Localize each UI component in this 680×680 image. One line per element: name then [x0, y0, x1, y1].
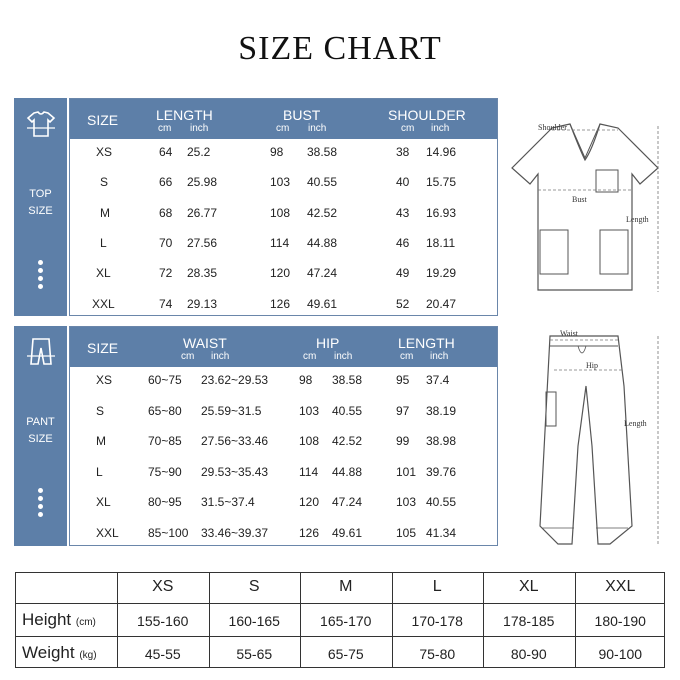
shoulder-header: SHOULDER — [388, 107, 466, 123]
top-cell-sh_in: 16.93 — [426, 205, 457, 220]
top-cell-size: XS — [96, 145, 113, 159]
top-size-table — [69, 98, 498, 316]
top-cell-bust_cm: 98 — [270, 145, 284, 159]
pant-cell-w_in: 23.62~29.53 — [201, 373, 269, 387]
height-unit: (cm) — [75, 617, 96, 628]
top-cell-bust_in: 42.52 — [307, 205, 338, 220]
page-title: SIZE CHART — [238, 30, 442, 67]
size-column-header: XS — [152, 578, 174, 595]
waist-annotation: Waist — [560, 329, 579, 338]
dots-decoration — [38, 488, 43, 520]
size-label: SIZE — [28, 433, 53, 445]
weight-value: 65-75 — [327, 646, 364, 662]
height-value: 165-170 — [320, 613, 372, 629]
top-cell-bust_cm: 126 — [270, 296, 291, 311]
top-cell-size: S — [100, 175, 109, 190]
height-weight-table — [15, 572, 665, 668]
weight-value: 75-80 — [419, 646, 456, 662]
height-value: 178-185 — [503, 613, 555, 629]
pant-cell-len_cm: 101 — [396, 464, 417, 479]
pant-size-sidebar — [14, 326, 67, 546]
cm-unit: cm — [303, 351, 317, 362]
size-header: SIZE — [87, 340, 119, 356]
pant-cell-len_cm: 95 — [396, 373, 410, 387]
pant-cell-w_in: 25.59~31.5 — [201, 403, 262, 418]
weight-value: 45-55 — [144, 646, 181, 662]
inch-unit: inch — [430, 351, 449, 362]
top-cell-bust_in: 49.61 — [307, 296, 338, 311]
top-cell-len_cm: 68 — [159, 205, 173, 220]
pant-cell-size: L — [96, 464, 103, 479]
top-cell-len_cm: 74 — [159, 296, 173, 311]
pant-cell-w_cm: 60~75 — [148, 373, 182, 387]
pant-cell-len_in: 41.34 — [426, 525, 457, 540]
cm-unit: cm — [158, 123, 172, 134]
pant-cell-w_cm: 80~95 — [148, 495, 182, 509]
hip-annotation: Hip — [586, 361, 598, 370]
pant-cell-size: XS — [96, 373, 113, 387]
bust-header: BUST — [283, 107, 321, 123]
pant-cell-len_cm: 103 — [396, 495, 417, 509]
pant-cell-size: XL — [96, 495, 111, 509]
pant-cell-w_in: 33.46~39.37 — [201, 525, 269, 540]
pant-cell-hip_in: 38.58 — [332, 373, 363, 387]
top-cell-sh_in: 20.47 — [426, 296, 457, 311]
pant-cell-len_in: 37.4 — [426, 373, 450, 387]
length-header: LENGTH — [156, 107, 213, 123]
pant-cell-len_cm: 105 — [396, 525, 417, 540]
height-value: 170-178 — [411, 613, 463, 629]
inch-unit: inch — [334, 351, 353, 362]
size-column-header: M — [339, 578, 353, 595]
weight-unit: (kg) — [79, 650, 97, 661]
pant-cell-hip_in: 49.61 — [332, 525, 363, 540]
weight-value: 55-65 — [236, 646, 273, 662]
height-value: 155-160 — [137, 613, 189, 629]
top-cell-size: XXL — [92, 296, 115, 311]
height-value: 160-165 — [228, 613, 280, 629]
inch-unit: inch — [431, 123, 450, 134]
length-annotation: Length — [626, 215, 649, 224]
pant-cell-w_cm: 65~80 — [148, 403, 182, 418]
top-cell-bust_cm: 103 — [270, 175, 291, 190]
bust-annotation: Bust — [572, 195, 587, 204]
top-cell-len_cm: 64 — [159, 145, 173, 159]
top-size-sidebar — [14, 98, 67, 316]
pant-cell-hip_cm: 126 — [299, 525, 320, 540]
size-column-header: XL — [518, 578, 539, 595]
weight-label: Weight (kg) — [22, 643, 97, 662]
top-cell-len_cm: 66 — [159, 175, 173, 190]
height-value: 180-190 — [594, 613, 646, 629]
pant-label: PANT — [26, 416, 55, 428]
pant-cell-hip_cm: 103 — [299, 403, 320, 418]
top-cell-len_in: 25.98 — [187, 175, 218, 190]
pant-cell-len_in: 39.76 — [426, 464, 457, 479]
cm-unit: cm — [181, 351, 195, 362]
top-cell-bust_in: 38.58 — [307, 145, 338, 159]
top-cell-sh_cm: 38 — [396, 145, 410, 159]
top-garment-diagram — [500, 112, 670, 302]
size-column-header: L — [432, 578, 442, 595]
top-cell-len_in: 25.2 — [187, 145, 211, 159]
top-cell-sh_in: 15.75 — [426, 175, 457, 190]
top-cell-size: XL — [96, 266, 111, 281]
top-cell-sh_cm: 40 — [396, 175, 410, 190]
size-header: SIZE — [87, 112, 119, 128]
pant-cell-len_in: 38.98 — [426, 434, 457, 448]
top-cell-sh_in: 14.96 — [426, 145, 457, 159]
shoulder-annotation: Shoulder — [538, 123, 567, 132]
pant-cell-w_cm: 75~90 — [148, 464, 182, 479]
pant-table-header — [70, 327, 497, 367]
size-label: SIZE — [28, 205, 53, 217]
pants-icon — [25, 336, 57, 368]
length-annotation: Length — [624, 419, 647, 428]
size-column-header: S — [248, 578, 260, 595]
top-cell-sh_cm: 49 — [396, 266, 410, 281]
top-cell-len_cm: 72 — [159, 266, 173, 281]
hip-header: HIP — [316, 335, 340, 351]
inch-unit: inch — [190, 123, 209, 134]
top-cell-sh_in: 19.29 — [426, 266, 457, 281]
pant-cell-w_in: 29.53~35.43 — [201, 464, 269, 479]
inch-unit: inch — [308, 123, 327, 134]
shirt-icon — [25, 108, 57, 140]
pant-cell-hip_cm: 98 — [299, 373, 313, 387]
top-cell-len_cm: 70 — [159, 235, 173, 250]
top-table-header — [70, 99, 497, 139]
top-cell-size: M — [100, 205, 110, 220]
pant-cell-hip_in: 42.52 — [332, 434, 363, 448]
top-cell-bust_cm: 120 — [270, 266, 291, 281]
top-cell-bust_cm: 108 — [270, 205, 291, 220]
pant-cell-hip_cm: 114 — [299, 464, 319, 479]
pant-cell-len_in: 40.55 — [426, 495, 457, 509]
pant-cell-hip_in: 47.24 — [332, 495, 363, 509]
pant-cell-hip_in: 40.55 — [332, 403, 363, 418]
pant-garment-diagram — [520, 326, 670, 551]
cm-unit: cm — [276, 123, 290, 134]
size-column-header: XXL — [605, 578, 636, 595]
top-cell-len_in: 29.13 — [187, 296, 218, 311]
top-cell-sh_cm: 52 — [396, 296, 410, 311]
pant-cell-len_cm: 97 — [396, 403, 410, 418]
pant-cell-size: XXL — [96, 525, 119, 540]
top-cell-sh_cm: 46 — [396, 235, 410, 250]
pant-cell-w_cm: 70~85 — [148, 434, 182, 448]
top-cell-bust_cm: 114 — [270, 235, 290, 250]
top-cell-len_in: 26.77 — [187, 205, 218, 220]
weight-value: 80-90 — [510, 646, 547, 662]
top-cell-bust_in: 47.24 — [307, 266, 338, 281]
waist-header: WAIST — [183, 335, 227, 351]
pant-cell-w_in: 27.56~33.46 — [201, 434, 269, 448]
height-label: Height (cm) — [22, 610, 96, 629]
top-cell-size: L — [100, 235, 107, 250]
pant-cell-w_in: 31.5~37.4 — [201, 495, 255, 509]
pant-cell-size: M — [96, 434, 106, 448]
top-cell-bust_in: 40.55 — [307, 175, 338, 190]
weight-value: 90-100 — [598, 646, 643, 662]
length-header: LENGTH — [398, 335, 455, 351]
dots-decoration — [38, 260, 43, 292]
pant-cell-w_cm: 85~100 — [148, 525, 189, 540]
top-cell-sh_in: 18.11 — [426, 235, 456, 250]
inch-unit: inch — [211, 351, 230, 362]
pant-cell-len_cm: 99 — [396, 434, 410, 448]
top-cell-len_in: 27.56 — [187, 235, 218, 250]
cm-unit: cm — [400, 351, 414, 362]
top-label: TOP — [29, 188, 52, 200]
pant-cell-size: S — [96, 403, 105, 418]
top-cell-bust_in: 44.88 — [307, 235, 338, 250]
cm-unit: cm — [401, 123, 415, 134]
top-cell-sh_cm: 43 — [396, 205, 410, 220]
pant-cell-hip_cm: 120 — [299, 495, 320, 509]
pant-cell-len_in: 38.19 — [426, 403, 457, 418]
pant-cell-hip_in: 44.88 — [332, 464, 363, 479]
top-cell-len_in: 28.35 — [187, 266, 218, 281]
pant-size-table — [69, 326, 498, 546]
pant-cell-hip_cm: 108 — [299, 434, 320, 448]
